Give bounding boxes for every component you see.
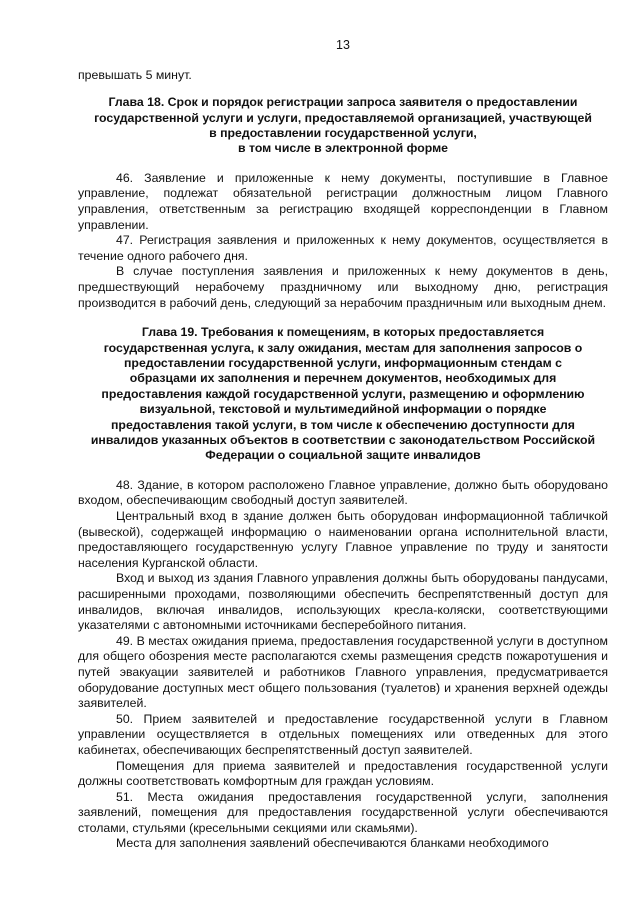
section-gap bbox=[78, 311, 608, 325]
paragraph-47-continued: В случае поступления заявления и приложенных к нему документов в день, предшествующий нерабочему праздничному или выходному дню, регистрация производится в рабочий день, следующий за нерабочим праздничным или выходным днем. bbox=[78, 264, 608, 310]
paragraph-entrance-exit: Вход и выход из здания Главного управления должны быть оборудованы пандусами, расширенными проходами, позволяющими обеспечить беспрепятственный доступ для инвалидов, включая инвалидов, использующих кресла-коляски, соответствующими указателями с автономными источниками бесперебойного питания. bbox=[78, 571, 608, 633]
heading-line: государственная услуга, к залу ожидания, местам для заполнения запросов о bbox=[103, 340, 583, 355]
heading-line: государственной услуги и услуги, предоставляемой организацией, участвующей bbox=[94, 110, 592, 125]
heading-line: инвалидов указанных объектов в соответствии с законодательством Российской bbox=[90, 433, 596, 447]
chapter-19-heading bbox=[78, 325, 608, 464]
paragraph-central-entrance: Центральный вход в здание должен быть оборудован информационной табличкой (вывеской), содержащей информацию о наименовании органа исполнительной власти, предоставляющего государственную услугу Главное управление по труду и занятости населения Курганской области. bbox=[78, 509, 608, 570]
heading-line: предоставления такой услуги, в том числе к обеспечению доступности для bbox=[111, 417, 575, 432]
heading-line: в предоставлении государственной услуги, bbox=[209, 126, 477, 140]
paragraph-51: 51. Места ожидания предоставления государственной услуги, заполнения заявлений, помещения для предоставления государственной услуги обеспечиваются столами, стульями (кресельными секциями или скамьями). bbox=[78, 789, 608, 835]
paragraph-premises: Помещения для приема заявителей и предоставления государственной услуги должны соответствовать комфортным для граждан условиям. bbox=[78, 758, 608, 789]
lead-text: превышать 5 минут. bbox=[78, 67, 192, 82]
paragraph-46: 46. Заявление и приложенные к нему документы, поступившие в Главное управление, подлежат обязательной регистрации должностным лицом Главного управления, ответственным за регистрацию входящей корреспонденции в Главном управлении. bbox=[78, 170, 608, 232]
heading-line: Глава 18. Срок и порядок регистрации запроса заявителя о предоставлении bbox=[108, 95, 578, 110]
heading-line: Глава 19. Требования к помещениям, в которых предоставляется bbox=[141, 325, 545, 340]
paragraph-48: 48. Здание, в котором расположено Главное управление, должно быть оборудовано входом, обеспечивающим свободный доступ заявителей. bbox=[78, 477, 608, 508]
heading-line: Федерации о социальной защите инвалидов bbox=[205, 448, 481, 463]
heading-line: образцами их заполнения и перечнем документов, необходимых для bbox=[129, 371, 557, 386]
heading-line: визуальной, текстовой и мультимедийной информации о порядке bbox=[139, 402, 547, 417]
paragraph-forms: Места для заполнения заявлений обеспечиваются бланками необходимого bbox=[116, 836, 549, 851]
paragraph-47: 47. Регистрация заявления и приложенных к нему документов, осуществляется в течение одного рабочего дня. bbox=[78, 233, 608, 263]
page-number: 13 bbox=[336, 38, 350, 52]
heading-line: предоставлении государственной услуги, информационным стендам с bbox=[124, 355, 562, 370]
heading-line: в том числе в электронной форме bbox=[237, 141, 449, 156]
paragraph-49: 49. В местах ожидания приема, предоставления государственной услуги в доступном для общего обозрения месте располагаются схемы размещения средств пожаротушения и путей эвакуации заявителей и работников Главного управления, предусматривается оборудование доступных мест общего пользования (туалетов) и хранения верхней одежды заявителей. bbox=[78, 633, 608, 711]
paragraph-50: 50. Прием заявителей и предоставление государственной услуги в Главном управлении осуществляется в отдельных помещениях или отведенных для этого кабинетах, обеспечивающих беспрепятственный доступ заявителей. bbox=[78, 711, 608, 757]
heading-line: предоставления каждой государственной услуги, размещению и оформлению bbox=[101, 386, 585, 401]
chapter-18-heading bbox=[78, 95, 608, 157]
